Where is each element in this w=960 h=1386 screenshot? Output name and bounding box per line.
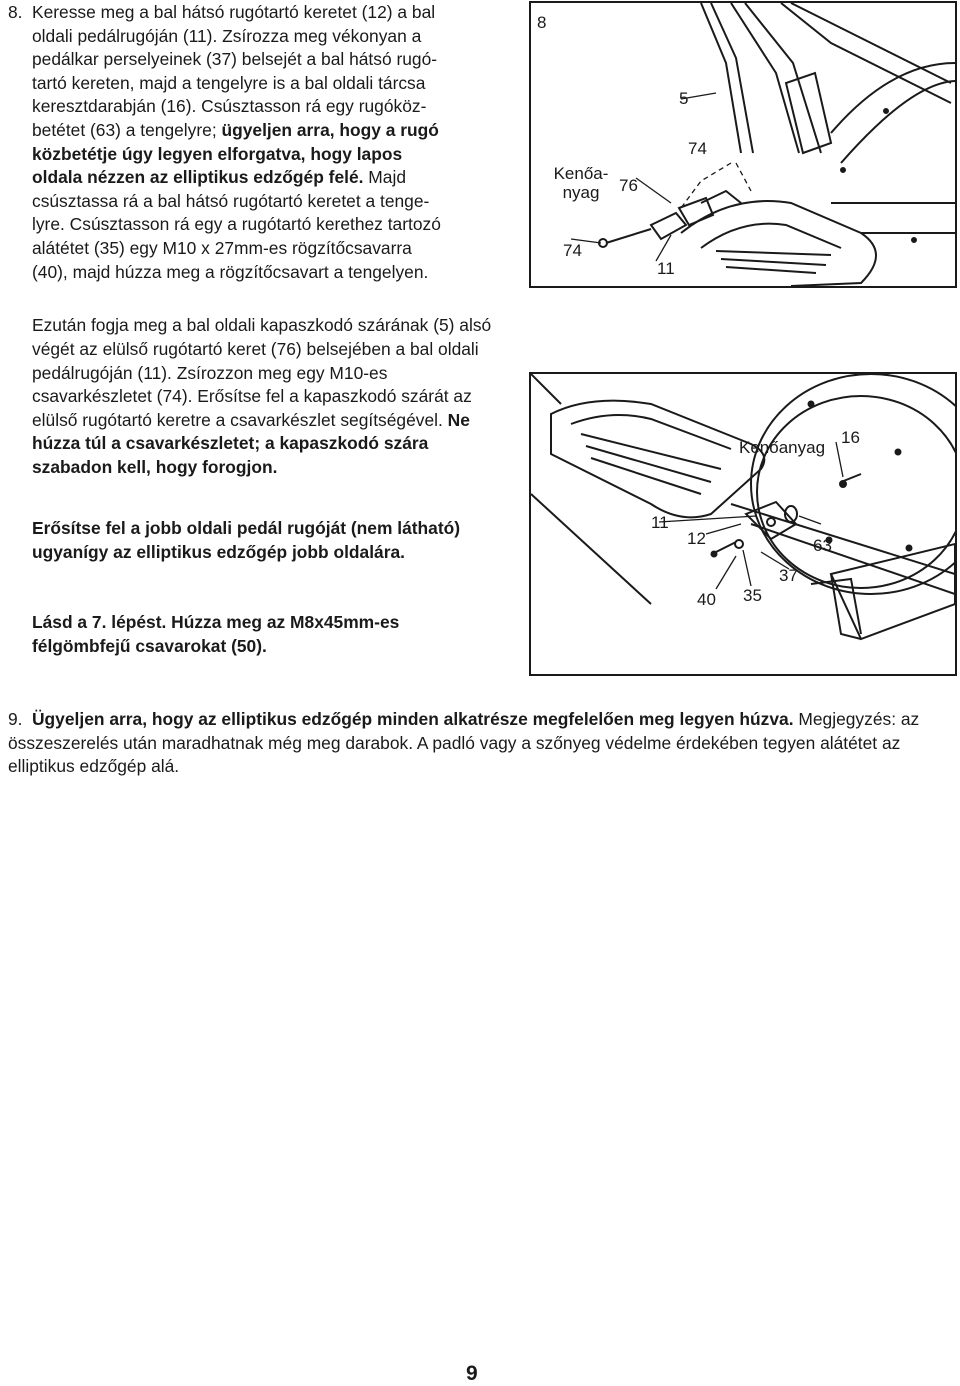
figure-step-8-bottom bbox=[529, 372, 957, 676]
step-8-line: oldali pedálrugóján (11). Zsírozza meg vékonyan a bbox=[32, 25, 422, 46]
step-number: 9. bbox=[8, 709, 23, 729]
page-number: 9 bbox=[466, 1362, 478, 1385]
part-label-63: 63 bbox=[813, 536, 832, 555]
lubricant-label: Kenőa- nyag bbox=[553, 164, 609, 202]
step-8-line: 8. Keresse meg a bal hátsó rugótartó keretet (12) a bal bbox=[8, 1, 498, 25]
figure-step-label: 8 bbox=[537, 13, 547, 32]
step-8-line: keresztdarabján (16). Csúsztasson rá egy rugóköz- bbox=[32, 96, 427, 117]
part-label-12: 12 bbox=[687, 529, 706, 548]
step-8-line: tartó kereten, majd a tengelyre is a bal oldali tárcsa bbox=[32, 72, 426, 93]
part-label-5: 5 bbox=[679, 89, 689, 108]
part-label-35: 35 bbox=[743, 586, 762, 605]
step-8-line: betétet (63) a tengelyre; ügyeljen arra, hogy a rugó bbox=[32, 119, 439, 140]
part-label-76: 76 bbox=[619, 176, 638, 195]
right-pedal-paragraph: Erősítse fel a jobb oldali pedál rugóját (nem látható) ugyanígy az elliptikus edzőgép jobb oldalára. bbox=[32, 518, 461, 562]
step-8-line: oldala nézzen az elliptikus edzőgép felé. Majd bbox=[32, 167, 406, 188]
part-label-37: 37 bbox=[779, 566, 798, 585]
step-8-line: közbetétje úgy legyen elforgatva, hogy lapos bbox=[32, 143, 403, 164]
step-8-line: lyre. Csúsztasson rá egy a rugótartó kerethez tartozó bbox=[32, 214, 441, 235]
handlebar-paragraph: Ezután fogja meg a bal oldali kapaszkodó szárának (5) alsó végét az elülső rugótartó keret (76) belsejében a bal oldali pedálrugóján (11). Zsírozzon meg egy M10-es csavarkészletet (74). Erősítse fel a kapaszkodó szárát az elülső rugótartó keretre a csavarkészlet segítségével. Ne húzza túl a csavarkészletet; a kapaszkodó szára szabadon kell, hogy forogjon. bbox=[32, 315, 492, 477]
lubricant-label: Kenőanyag bbox=[739, 438, 826, 457]
part-label-16: 16 bbox=[841, 428, 860, 447]
step-8-line: alátétet (35) egy M10 x 27mm-es rögzítőcsavarra bbox=[32, 237, 412, 258]
step-8-line: csúsztassa rá a bal hátsó rugótartó keretet a tenge- bbox=[32, 190, 430, 211]
figure-step-8-top bbox=[529, 1, 957, 288]
part-label-11: 11 bbox=[651, 513, 669, 532]
step-9-text: 9. Ügyeljen arra, hogy az elliptikus edzőgép minden alkatrésze megfelelően meg legyen húzva. Megjegyzés: az összeszerelés után maradhatnak még meg darabok. A padló vagy a szőnyeg védelme érdekében tegyen alátétet az elliptikus edzőgép alá. bbox=[8, 709, 920, 777]
step-8-line: (40), majd húzza meg a rögzítőcsavart a tengelyen. bbox=[32, 261, 429, 282]
part-label-74-top: 74 bbox=[688, 139, 707, 158]
handlebar-assembly-illustration bbox=[531, 3, 955, 286]
step-8-line: pedálkar perselyeinek (37) belsejét a bal hátsó rugó- bbox=[32, 49, 438, 70]
tighten-bolts-paragraph: Lásd a 7. lépést. Húzza meg az M8x45mm-es félgömbfejű csavarokat (50). bbox=[32, 612, 400, 656]
step-number: 8. bbox=[8, 2, 23, 22]
rear-spring-assembly-illustration bbox=[531, 374, 955, 674]
part-label-40: 40 bbox=[697, 590, 716, 609]
part-label-74-left: 74 bbox=[563, 241, 582, 260]
step-8-text bbox=[8, 1, 498, 284]
part-label-11: 11 bbox=[657, 259, 675, 278]
